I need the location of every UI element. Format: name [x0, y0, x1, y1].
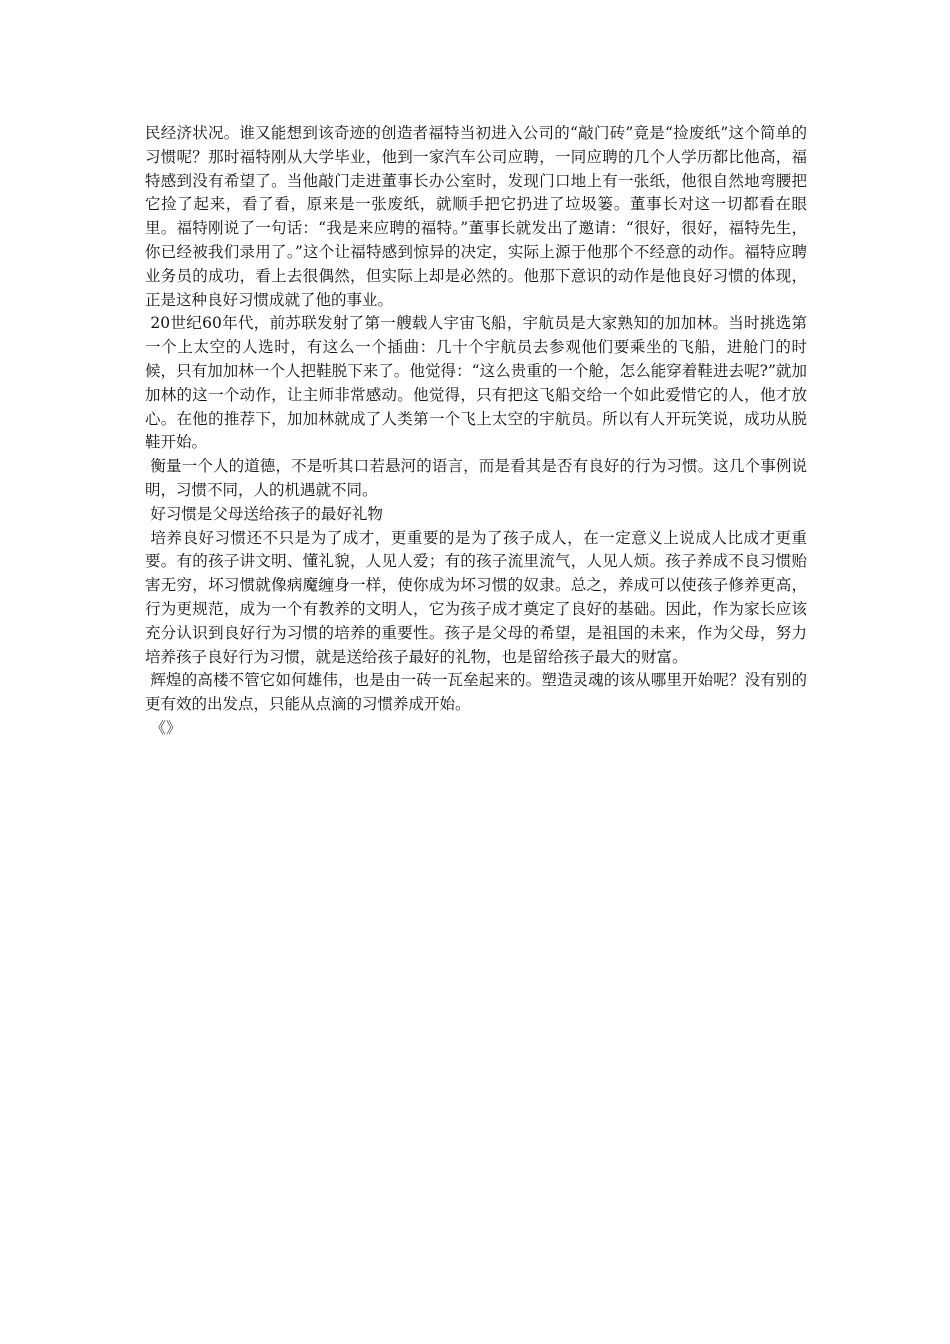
paragraph-brackets: 《》	[150, 718, 182, 737]
paragraph-tall-building: 辉煌的高楼不管它如何雄伟，也是由一砖一瓦垒起来的。塑造灵魂的该从哪里开始呢？没有别的更有效的出发点，只能从点滴的习惯养成开始。	[145, 671, 807, 714]
section-heading: 好习惯是父母送给孩子的最好礼物	[150, 504, 383, 523]
paragraph-good-habits: 培养良好习惯还不只是为了成才，更重要的是为了孩子成人，在一定意义上说成人比成才更重要。有的孩子讲文明、懂礼貌，人见人爱；有的孩子流里流气，人见人烦。孩子养成不良习惯贻害无穷，坏习惯就像病魔缠身一样，使你成为坏习惯的奴隶。总之，养成可以使孩子修养更高，行为更规范，成为一个有教养的文明人，它为孩子成才奠定了良好的基础。因此，作为家长应该充分认识到良好行为习惯的培养的重要性。孩子是父母的希望，是祖国的未来，作为父母，努力培养孩子良好行为习惯，就是送给孩子最好的礼物，也是留给孩子最大的财富。	[145, 528, 807, 666]
paragraph-ford-story: 民经济状况。谁又能想到该奇迹的创造者福特当初进入公司的“敲门砖”竟是“捡废纸”这个简单的习惯呢？那时福特刚从大学毕业，他到一家汽车公司应聘，一同应聘的几个人学历都比他高，福特感到没有希望了。当他敲门走进董事长办公室时，发现门口地上有一张纸，他很自然地弯腰把它捡了起来，看了看，原来是一张废纸，就顺手把它扔进了垃圾篓。董事长对这一切都看在眼里。福特刚说了一句话：“我是来应聘的福特。”董事长就发出了邀请：“很好，很好，福特先生，你已经被我们录用了。”这个让福特感到惊异的决定，实际上源于他那个不经意的动作。福特应聘业务员的成功，看上去很偶然，但实际上却是必然的。他那下意识的动作是他良好习惯的体现，正是这种良好习惯成就了他的事业。	[145, 124, 807, 309]
document-body	[145, 122, 807, 741]
paragraph-morality: 衡量一个人的道德，不是听其口若悬河的语言，而是看其是否有良好的行为习惯。这几个事例说明，习惯不同，人的机遇就不同。	[145, 457, 807, 499]
paragraph-gagarin-story: 20世纪60年代，前苏联发射了第一艘载人宇宙飞船，宇航员是大家熟知的加加林。当时挑选第一个上太空的人选时，有这么一个插曲：几十个宇航员去参观他们要乘坐的飞船，进舱门的时候，只有加加林一个人把鞋脱下来了。他觉得：“这么贵重的一个舱，怎么能穿着鞋进去呢?”就加加林的这一个动作，让主师非常感动。他觉得，只有把这飞船交给一个如此爱惜它的人，他才放心。在他的推荐下，加加林就成了人类第一个飞上太空的宇航员。所以有人开玩笑说，成功从脱鞋开始。	[145, 314, 807, 452]
